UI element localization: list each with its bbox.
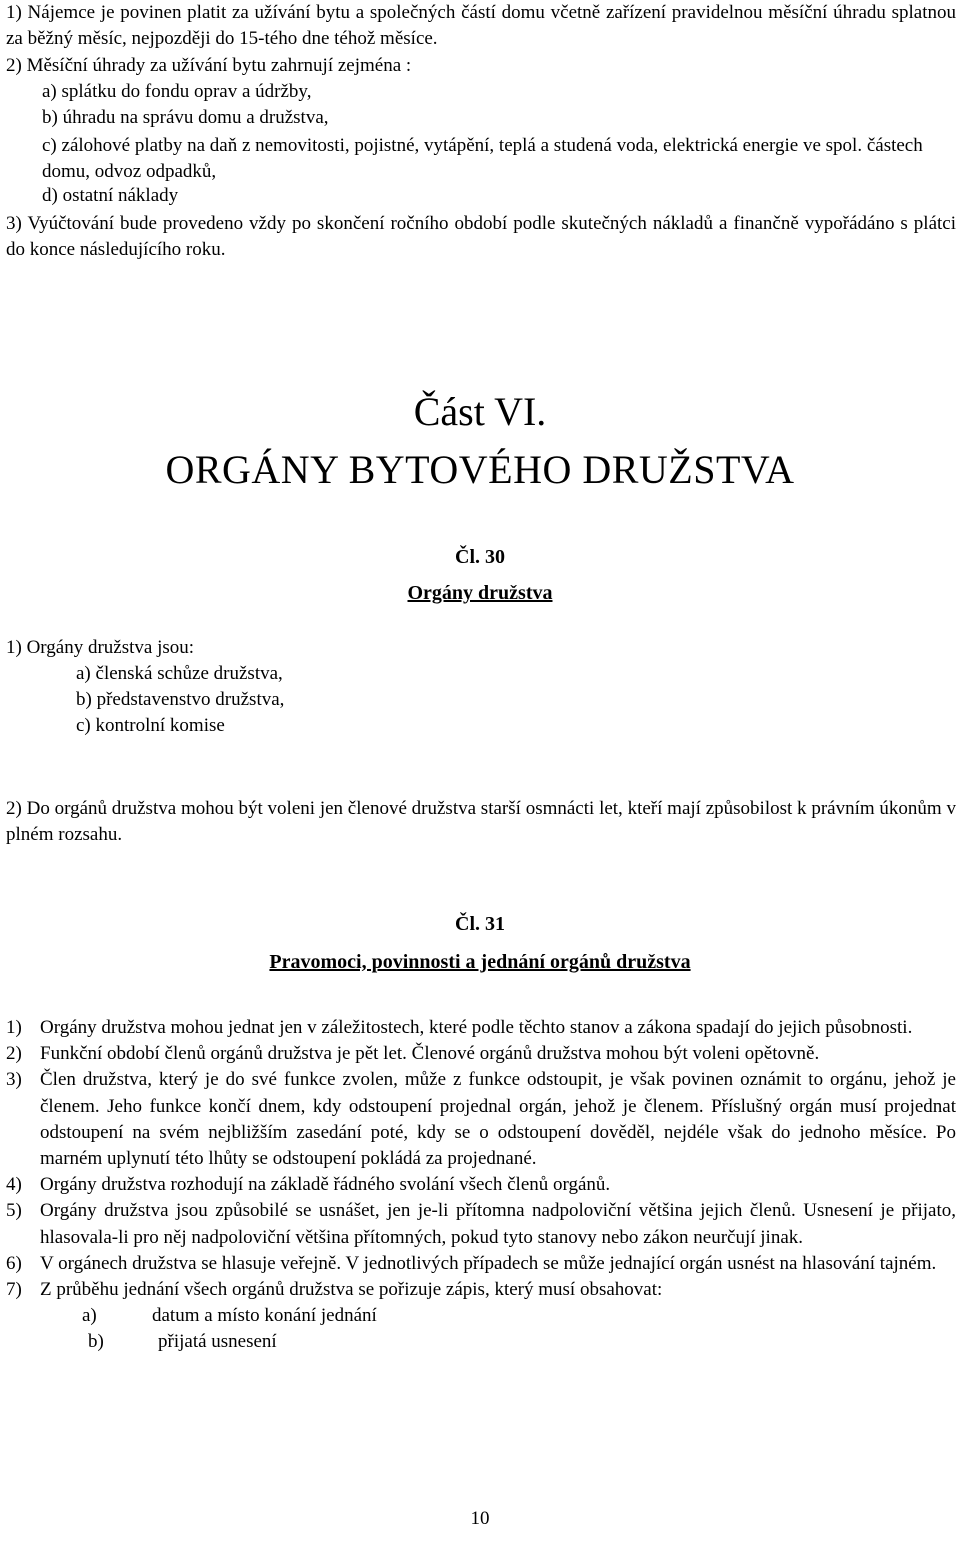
list-item: b) přijatá usnesení (88, 1331, 277, 1353)
list-item: c) zálohové platby na daň z nemovitosti, pojistné, vytápění, teplá a studená voda, elektrická energie ve spol. částech domu, odvoz odpadků, (42, 135, 923, 182)
paragraph-1: 1) Nájemce je povinen platit za užívání bytu a společných částí domu včetně zařízení pravidelnou měsíční úhradu splatnou za běžný měsíc, nejpozději do 15-tého dne téhož měsíce. (6, 2, 956, 49)
numbered-paragraph: 2) Funkční období členů orgánů družstva je pět let. Členové orgánů družstva mohou být voleni opětovně. (6, 1043, 820, 1065)
paragraph-2: 2) Měsíční úhrady za užívání bytu zahrnují zejména : (6, 55, 412, 76)
list-item: b) úhradu na správu domu a družstva, (42, 107, 329, 128)
article-31-body (6, 1015, 956, 1356)
numbered-paragraph: 7) Z průběhu jednání všech orgánů družstva se pořizuje zápis, který musí obsahovat: (6, 1279, 663, 1301)
part-title: Část VI. (413, 389, 547, 434)
article-30-paragraph-2: 2) Do orgánů družstva mohou být voleni jen členové družstva starší osmnácti let, kteří mají způsobilost k právním úkonům v plném rozsahu. (6, 798, 956, 845)
article-31-heading: Pravomoci, povinnosti a jednání orgánů družstva (269, 951, 691, 973)
article-30-label: Čl. 30 (455, 546, 505, 568)
list-item: d) ostatní náklady (42, 185, 179, 206)
article-31-label: Čl. 31 (455, 913, 505, 935)
numbered-paragraph: 4) Orgány družstva rozhodují na základě řádného svolání všech členů orgánů. (6, 1174, 611, 1196)
article-30-intro: 1) Orgány družstva jsou: (6, 637, 195, 658)
list-item: c) kontrolní komise (76, 715, 225, 736)
part-subtitle: ORGÁNY BYTOVÉHO DRUŽSTVA (165, 447, 795, 492)
numbered-paragraph: 6) V orgánech družstva se hlasuje veřejně. V jednotlivých případech se může jednající orgán usnést na hlasování tajném. (6, 1252, 937, 1274)
list-item: a) členská schůze družstva, (76, 663, 283, 684)
list-item: b) představenstvo družstva, (76, 689, 285, 710)
list-item: a) datum a místo konání jednání (82, 1305, 377, 1327)
numbered-paragraph: 1) Orgány družstva mohou jednat jen v záležitostech, které podle těchto stanov a zákona spadají do jejich působnosti. (6, 1017, 913, 1038)
list-item: a) splátku do fondu oprav a údržby, (42, 81, 312, 102)
page-number: 10 (470, 1508, 490, 1529)
paragraph-3: 3) Vyúčtování bude provedeno vždy po skončení ročního období podle skutečných nákladů a finančně vypořádáno s plátci do konce následujícího roku. (6, 213, 956, 260)
numbered-paragraph: 3) Člen družstva, který je do své funkce zvolen, může z funkce odstoupit, je však povinen oznámit to orgánu, jehož je členem. Jeho funkce končí dnem, kdy odstoupení projednal orgán, jehož je členem. Příslušný orgán musí projednat odstoupení na svém nejbližším zasedání poté, kdy se o odstoupení dověděl, nejdéle však do jednoho měsíce. Po marném uplynutí této lhůty se odstoupení pokládá za projednané. (6, 1069, 956, 1170)
numbered-paragraph: 5) Orgány družstva jsou způsobilé se usnášet, jen je-li přítomna nadpoloviční většina jejich členů. Usnesení je přijato, hlasovala-li pro něj nadpoloviční většina přítomných, pokud tyto stanovy nebo zákon neurčují jinak. (6, 1200, 956, 1248)
article-30-heading: Orgány družstva (407, 582, 553, 604)
